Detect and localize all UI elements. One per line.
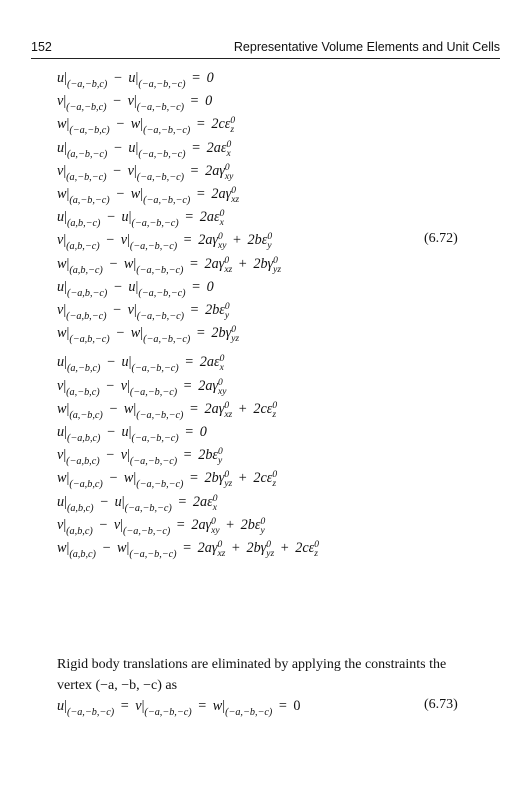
equation-number-6-73: (6.73) [424,697,458,712]
equation-row: $v|_{(-a,b,c)} - v|_{(-a,-b,-c)} = 2b\varepsilon 0$ y [57,447,223,468]
equation-row: $v|_{(a,b,c)} - v|_{(-a,-b,-c)} = 2a\gamma 0$ xy + 2bε0 y [57,516,266,537]
equation-row: $w|_{(-a,b,-c)} - w|_{(-a,-b,-c)} = 2b\gamma 0$ yz [57,325,240,346]
equation-row: $v|_{(-a,b,-c)} - v|_{(-a,-b,-c)} = 2b\varepsilon 0$ y [57,302,230,322]
equation-row: $w|_{(a,-b,-c)} - w|_{(-a,-b,-c)} = 2a\gamma 0$ xz [57,186,240,206]
equation-row: $u|_{(-a,b,-c)} - u|_{(-a,-b,-c)} = 0$ [57,278,214,299]
equation-row: $u|_{(a,-b,c)} - u|_{(-a,-b,-c)} = 2a\varepsilon 0$ x [57,354,225,375]
equation-row: $u|_{(a,-b,-c)} - u|_{(-a,-b,-c)} = 2a\varepsilon 0$ x [57,139,232,160]
running-head: Representative Volume Elements and Unit Cells [233,40,500,54]
page-number: 152 [31,40,52,54]
equation-number-6-72: (6.72) [424,231,458,246]
body-paragraph: Rigid body translations are eliminated by applying the constraints the vertex (−a, −b, −c) as [57,657,447,693]
equation-row: $v|_{(a,-b,c)} - v|_{(-a,-b,-c)} = 2a\gamma 0$ xy [57,377,227,398]
equation-row: $v|_{(a,-b,-c)} - v|_{(-a,-b,-c)} = 2a\gamma 0$ xy [57,162,234,183]
equation-row: $v|_{(a,b,-c)} - v|_{(-a,-b,-c)} = 2a\gamma 0$ xy + 2bε0 y [57,232,273,253]
equation-row: $u|_{(-a,-b,c)} - u|_{(-a,-b,-c)} = 0$ [57,70,214,90]
equation-row: $w|_{(a,b,c)} - w|_{(-a,-b,-c)} = 2a\gamma 0$ xz + 2bγ0 yz + 2cε0 z [57,540,320,560]
equation-6-73: $u|_{(-a,-b,-c)} = v|_{(-a,-b,-c)} = w|_{(-a,-b,-c)} = 0$ [57,698,301,718]
equation-row: $v|_{(-a,-b,c)} - v|_{(-a,-b,-c)} = 0$ [57,93,213,114]
equation-row: $u|_{(a,b,-c)} - u|_{(-a,-b,-c)} = 2a\varepsilon 0$ x [57,209,225,230]
equation-row: $w|_{(a,-b,c)} - w|_{(-a,-b,-c)} = 2a\gamma 0$ xz + 2cε0 z [57,400,278,421]
equation-row: $w|_{(a,b,-c)} - w|_{(-a,-b,-c)} = 2a\gamma 0$ xz + 2bγ0 yz [57,255,282,276]
equation-row: $u|_{(-a,b,c)} - u|_{(-a,-b,-c)} = 0$ [57,424,207,444]
equation-row: $w|_{(-a,b,c)} - w|_{(-a,-b,-c)} = 2b\gamma 0$ yz + 2cε0 z [57,470,278,491]
equation-row: $w|_{(-a,-b,c)} - w|_{(-a,-b,-c)} = 2c\varepsilon 0$ z [57,116,236,137]
equation-row: $u|_{(a,b,c)} - u|_{(-a,-b,-c)} = 2a\varepsilon 0$ x [57,493,218,514]
page-header [31,38,500,59]
